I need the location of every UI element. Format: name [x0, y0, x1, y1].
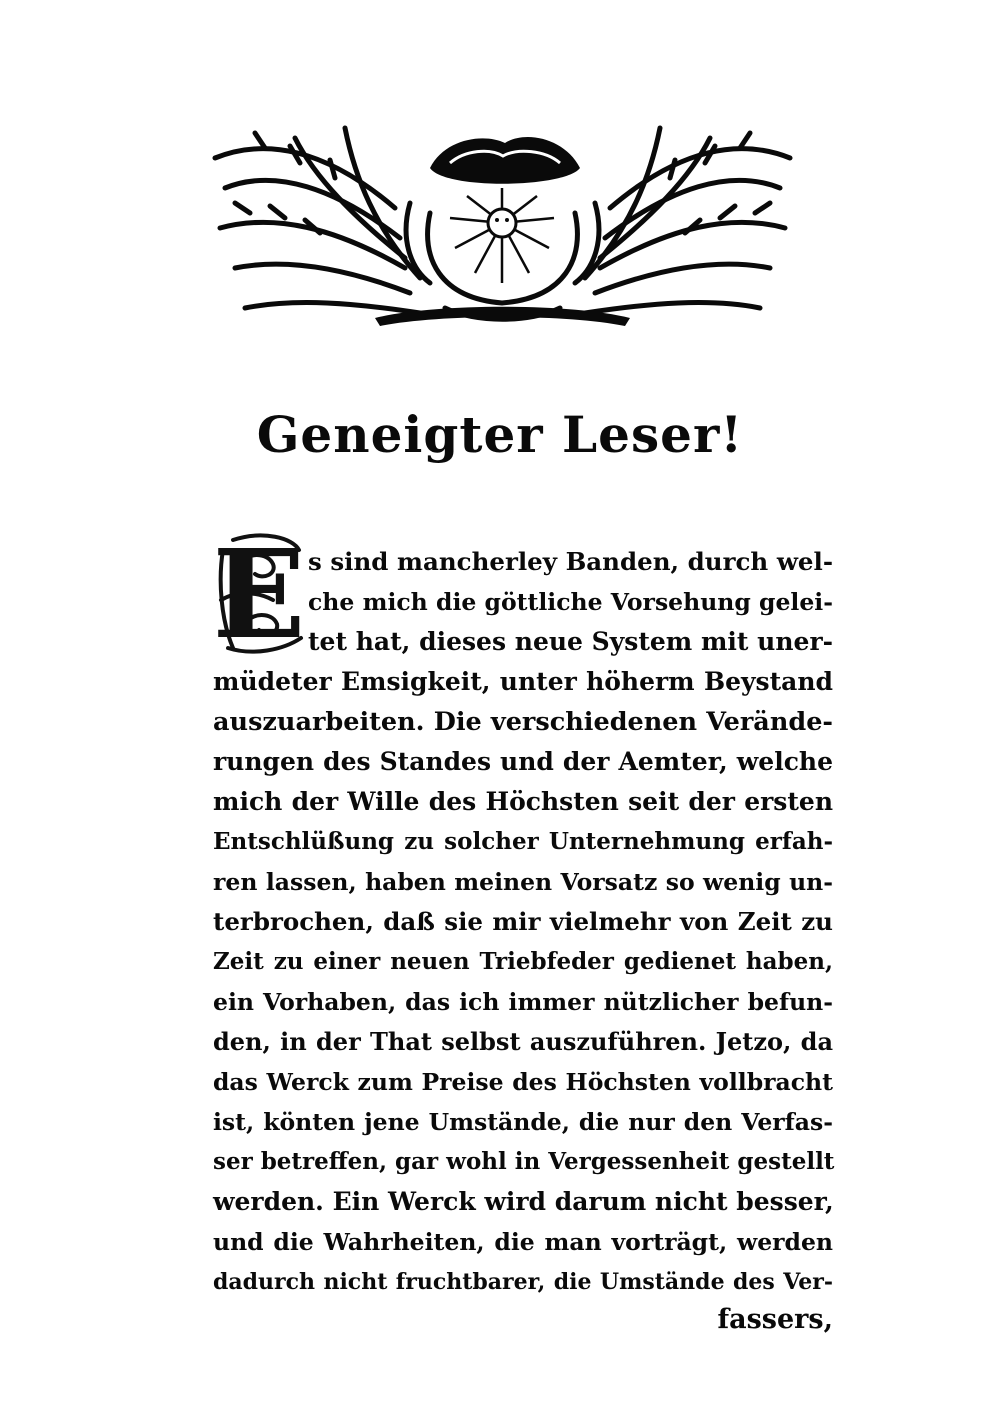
text-line-1: s sind mancherley Banden, durch wel-	[308, 547, 833, 576]
text-line-6: rungen des Standes und der Aemter, welche	[213, 747, 833, 776]
text-line-11: Zeit zu einer neuen Triebfeder gedienet haben,	[213, 948, 833, 975]
text-line-9: ren lassen, haben meinen Vorsatz so wenig un-	[213, 868, 833, 896]
text-line-3: tet hat, dieses neue System mit uner-	[308, 627, 833, 656]
headpiece-ornament	[205, 118, 800, 333]
text-line-17: werden. Ein Werck wird darum nicht besser,	[213, 1187, 834, 1216]
catchword: fassers,	[717, 1304, 833, 1335]
text-line-2: che mich die göttliche Vorsehung gelei-	[308, 588, 833, 616]
text-line-18: und die Wahrheiten, die man vorträgt, werden	[213, 1228, 833, 1256]
text-line-10: terbrochen, daß sie mir vielmehr von Zeit zu	[213, 907, 833, 936]
text-line-12: ein Vorhaben, das ich immer nützlicher befun-	[213, 988, 833, 1016]
text-line-4: müdeter Emsigkeit, unter höherm Beystand	[213, 667, 833, 696]
text-line-14: das Werck zum Preise des Höchsten vollbracht	[213, 1068, 833, 1096]
page-title: Geneigter Leser!	[256, 405, 744, 464]
text-line-16: ser betreffen, gar wohl in Vergessenheit gestellt	[213, 1148, 835, 1175]
text-line-5: auszuarbeiten. Die verschiedenen Verände-	[213, 707, 833, 737]
text-line-8: Entschlüßung zu solcher Unternehmung erfah-	[213, 828, 833, 855]
text-line-7: mich der Wille des Höchsten seit der ersten	[213, 787, 833, 816]
text-line-15: ist, könten jene Umstände, die nur den Verfas-	[213, 1108, 833, 1136]
body-text	[212, 522, 835, 1335]
text-line-13: den, in der That selbst auszuführen. Jetzo, da	[213, 1027, 833, 1056]
text-line-19: dadurch nicht fruchtbarer, die Umstände des Ver-	[213, 1269, 833, 1295]
decorated-initial: E	[212, 522, 306, 666]
